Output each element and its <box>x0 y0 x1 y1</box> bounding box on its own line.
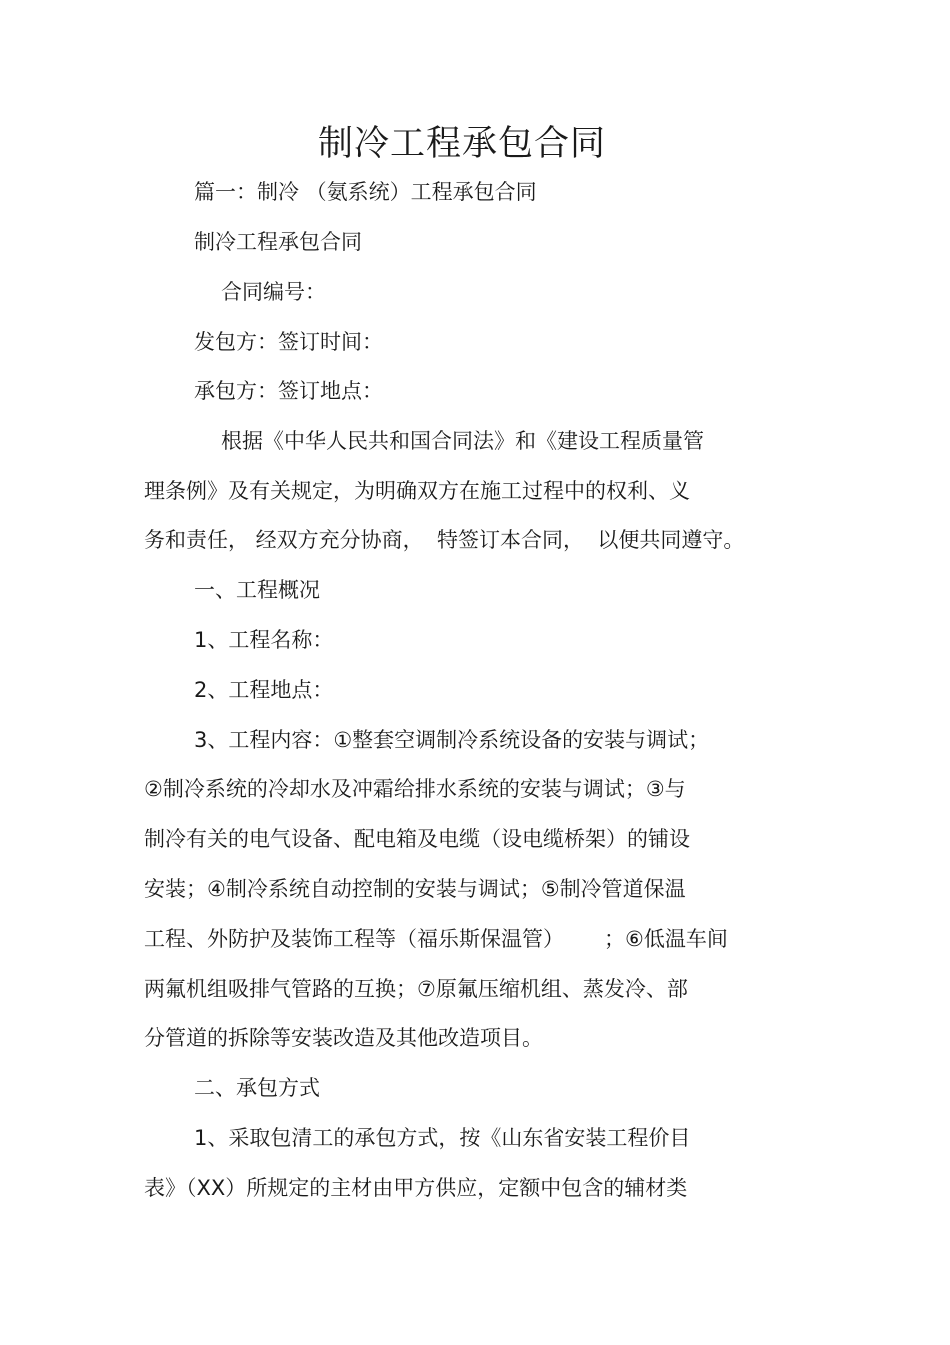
employer-line: 发包方：签订时间： <box>194 330 383 354</box>
paragraph-line: 工程、外防护及装饰工程等（福乐斯保温管） ；⑥低温车间 <box>144 927 728 951</box>
paragraph-line: 根据《中华人民共和国合同法》和《建设工程质量管 <box>221 429 704 453</box>
list-item: 1、采取包清工的承包方式，按《山东省安装工程价目 <box>194 1126 691 1150</box>
contract-name-line: 制冷工程承包合同 <box>194 230 362 254</box>
document-title: 制冷工程承包合同 <box>317 124 606 164</box>
list-item: 2、工程地点： <box>194 678 334 702</box>
paragraph-line: ②制冷系统的冷却水及冲霜给排水系统的安装与调试；③与 <box>144 777 686 801</box>
paragraph-line: 务和责任， 经双方充分协商， 特签订本合同， 以便共同遵守。 <box>144 528 745 552</box>
list-item: 3、工程内容：①整套空调制冷系统设备的安装与调试； <box>194 728 710 752</box>
contract-number-line: 合同编号： <box>221 280 326 304</box>
chapter-heading: 篇一：制冷 （氨系统）工程承包合同 <box>194 180 537 204</box>
paragraph-line: 分管道的拆除等安装改造及其他改造项目。 <box>144 1026 543 1050</box>
section-heading: 二、承包方式 <box>194 1076 320 1100</box>
paragraph-line: 表》（XX）所规定的主材由甲方供应，定额中包含的辅材类 <box>144 1176 688 1200</box>
contractor-line: 承包方：签订地点： <box>194 379 383 403</box>
paragraph-line: 两氟机组吸排气管路的互换；⑦原氟压缩机组、蒸发冷、部 <box>144 977 688 1001</box>
paragraph-line: 安装；④制冷系统自动控制的安装与调试；⑤制冷管道保温 <box>144 877 686 901</box>
list-item: 1、工程名称： <box>194 628 334 652</box>
paragraph-line: 制冷有关的电气设备、配电箱及电缆（设电缆桥架）的铺设 <box>144 827 690 851</box>
section-heading: 一、工程概况 <box>194 578 320 602</box>
paragraph-line: 理条例》及有关规定，为明确双方在施工过程中的权利、义 <box>144 479 690 503</box>
